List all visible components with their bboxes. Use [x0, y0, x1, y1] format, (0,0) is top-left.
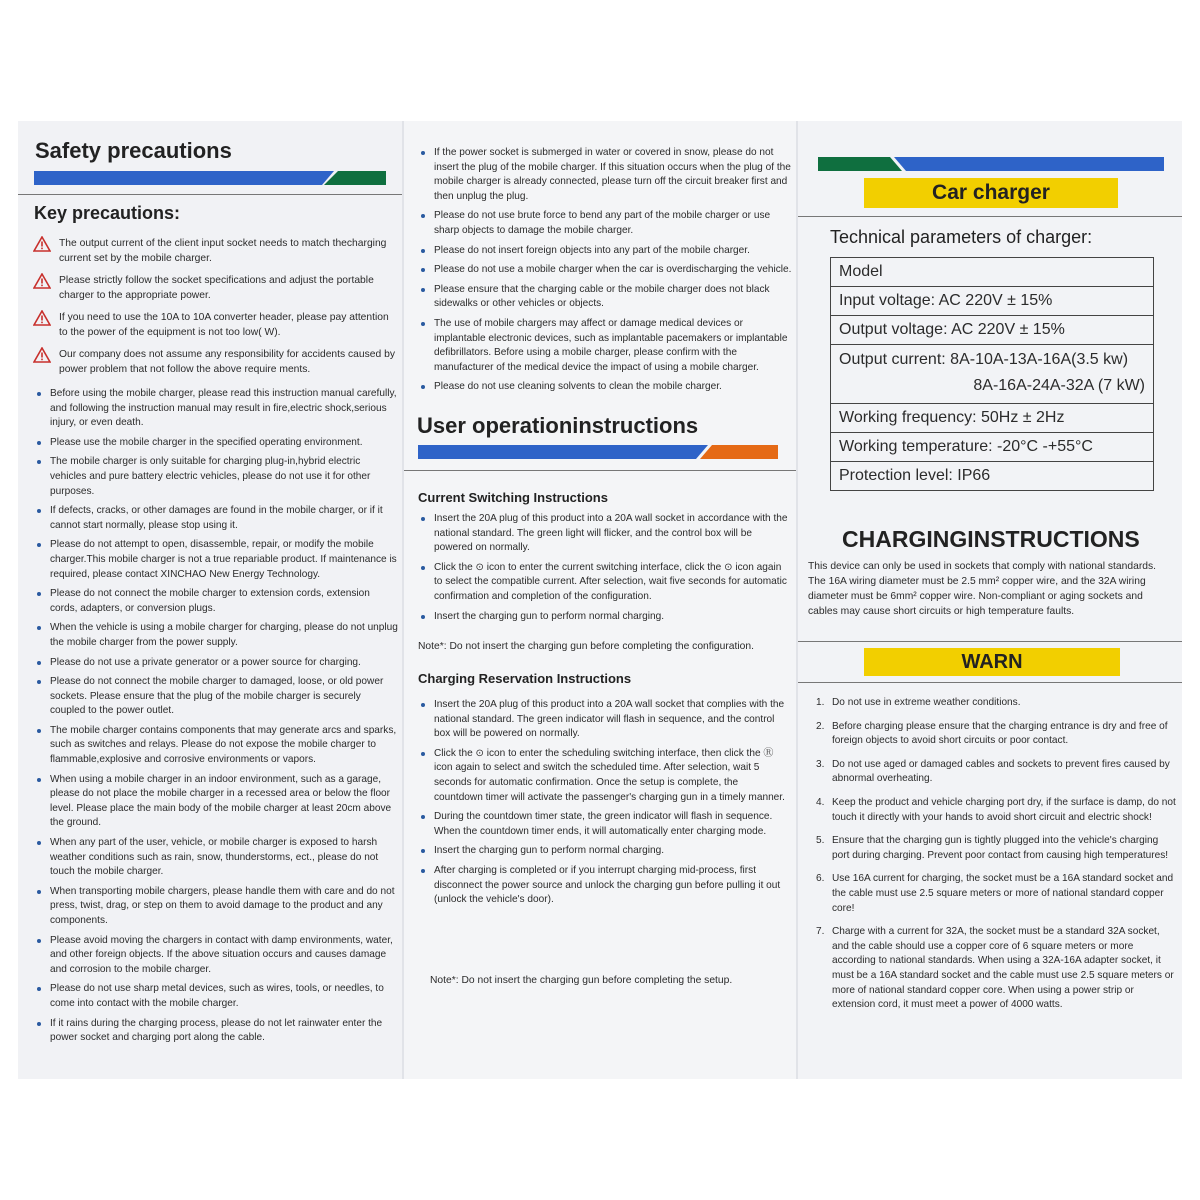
technical-parameters-title: Technical parameters of charger:: [830, 227, 1093, 247]
bullet-item: Insert the 20A plug of this product into a 20A wall socket that complies with the national standard. The green indicator will flash in sequence, and the control box will be powered on normally.: [418, 698, 788, 742]
bullet-item: Insert the charging gun to perform normal charging.: [418, 844, 788, 859]
bullet-item: If the power socket is submerged in water or covered in snow, please do not insert the plug of the mobile charger. If this situation occurs when the plug of the mobile charger is already connected, please turn off the circuit breaker first and then unplug the plug.: [418, 146, 792, 204]
bullet-item: Click the ⊙ icon to enter the scheduling switching interface, then click the Ⓡ icon again to select and switch the scheduled time. After selection, wait 5 seconds for automatic confirmation. Once the setup is complete, the countdown timer will activate the passenger's charging gun in a timely manner.: [418, 747, 788, 805]
warning-triangle-icon: [33, 310, 51, 326]
safety-bullet-list: [34, 387, 398, 1051]
param-output-current: [831, 345, 1154, 404]
current-switching-list: [418, 512, 788, 629]
bullet-item: Please do not attempt to open, disassemble, repair, or modify the mobile charger.This mobile charger is not a true repariable product. If maintenance is required, please contact XINCHAO New Energy Technology.: [34, 538, 398, 582]
key-precaution-text: Our company does not assume any responsibility for accidents caused by power problem that not follow the above require ments.: [59, 349, 395, 375]
bullet-item: Please avoid moving the chargers in contact with damp environments, water, and other foreign objects. If the above situation occurs and causes damage and corrosion to the mobile charger.: [34, 934, 398, 978]
charging-instructions-text: This device can only be used in sockets that comply with national standards. The 16A wiring diameter must be 2.5 mm² copper wire, and the 32A wiring diameter must be 6mm² copper wire. Non-compliant or aging sockets and cables may cause short circuits or high temperature faults.: [808, 561, 1156, 617]
warn-item: [808, 696, 1178, 711]
warning-triangle-icon: [33, 273, 51, 289]
divider: [798, 641, 1182, 642]
warn-item-text: Keep the product and vehicle charging port dry, if the surface is damp, do not touch it directly with your hands to avoid short circuit and electric shock!: [832, 796, 1176, 823]
technical-parameters-table: [830, 257, 1154, 491]
bullet-item: After charging is completed or if you interrupt charging mid-process, first disconnect the power source and unlock the charging gun before pulling it out (unlock the vehicle's door).: [418, 864, 788, 908]
warn-item-text: Ensure that the charging gun is tightly plugged into the vehicle's charging port during charging. Prevent poor contact from causing high temperatures!: [832, 835, 1169, 861]
param-working-temperature: Working temperature: -20°C -+55°C: [831, 433, 1154, 462]
param-model: Model: [831, 258, 1154, 287]
bullet-item: Insert the charging gun to perform normal charging.: [418, 610, 788, 625]
green-blue-band: [818, 157, 1164, 171]
safety-bullet-list-continued: [418, 146, 792, 400]
bullet-item: Please use the mobile charger in the specified operating environment.: [34, 436, 398, 451]
reservation-note: Note*: Do not insert the charging gun before completing the setup.: [430, 975, 733, 986]
warn-item-text: Do not use in extreme weather conditions.: [832, 697, 1021, 708]
divider: [798, 216, 1182, 217]
warn-item-number: 3.: [816, 758, 825, 770]
warn-item: [808, 834, 1178, 863]
divider: [404, 470, 796, 471]
warn-item-number: 2.: [816, 720, 825, 732]
bullet-item: The use of mobile chargers may affect or damage medical devices or implantable electronic devices, such as implantable pacemakers or implantable defibrillators. Before using a mobile charger, please confirm with the manufacturer of the medical device the impact of using a mobile charger.: [418, 317, 792, 375]
key-precaution-text: Please strictly follow the socket specifications and adjust the portable charger to the appropriate power.: [59, 275, 374, 301]
bullet-item: Before using the mobile charger, please read this instruction manual carefully, and following the instruction manual may result in fire,electric shock,serious injury, or even death.: [34, 387, 398, 431]
bullet-item: Please do not insert foreign objects into any part of the mobile charger.: [418, 244, 792, 259]
bullet-item: When using a mobile charger in an indoor environment, such as a garage, please do not place the mobile charger in a recessed area or below the floor level. Please place the main body of the mobile charger at least 20cm above the ground.: [34, 773, 398, 831]
warning-triangle-icon: [33, 347, 51, 363]
bullet-item: Insert the 20A plug of this product into a 20A wall socket in accordance with the national standard. The green light will flicker, and the control box will be powered on normally.: [418, 512, 788, 556]
warn-item-text: Use 16A current for charging, the socket must be a 16A standard socket and the cable must use 2.5 square meters or more of national standard copper core!: [832, 873, 1174, 914]
warn-item: [808, 925, 1178, 1013]
bullet-item: Please ensure that the charging cable or the mobile charger does not black sidewalks or other vehicles or objects.: [418, 283, 792, 312]
warn-title: WARN: [864, 648, 1120, 676]
bullet-item: Click the ⊙ icon to enter the current switching interface, click the ⊙ icon again to select the compatible current. After selection, wait five seconds for automatic confirmation and completion of the configuration.: [418, 561, 788, 605]
charging-instructions-title: CHARGINGINSTRUCTIONS: [842, 526, 1140, 552]
param-output-current-line1: Output current: 8A-10A-13A-16A(3.5 kw): [839, 351, 1129, 368]
instruction-leaflet: [18, 121, 1182, 1079]
warn-item-text: Do not use aged or damaged cables and sockets to prevent fires caused by abnormal overheating.: [832, 758, 1170, 785]
warn-item-number: 1.: [816, 697, 825, 708]
key-precaution-item: [33, 310, 399, 340]
param-input-voltage: Input voltage: AC 220V ± 15%: [831, 287, 1154, 316]
warn-item-number: 4.: [816, 796, 825, 808]
bullet-item: Please do not use brute force to bend any part of the mobile charger or use sharp objects to damage the mobile charger.: [418, 209, 792, 238]
key-precaution-item: [33, 273, 399, 303]
bullet-item: When any part of the user, vehicle, or mobile charger is exposed to harsh weather conditions such as rain, snow, thunderstorms, ect., please do not touch the mobile charger.: [34, 836, 398, 880]
bullet-item: Please do not use a mobile charger when the car is overdischarging the vehicle.: [418, 263, 792, 278]
bullet-item: When transporting mobile chargers, please handle them with care and do not press, twist, drag, or step on them to avoid damage to the product and any components.: [34, 885, 398, 929]
panel-user-operation: [404, 121, 796, 1079]
param-protection-level: Protection level: IP66: [831, 462, 1154, 491]
bullet-item: Please do not use cleaning solvents to clean the mobile charger.: [418, 380, 792, 395]
bullet-item: Please do not connect the mobile charger to extension cords, extension cords, adapters, or conversion plugs.: [34, 587, 398, 616]
bullet-item: When the vehicle is using a mobile charger for charging, please do not unplug the mobile charger from the power supply.: [34, 621, 398, 650]
divider: [18, 194, 402, 195]
key-precaution-text: If you need to use the 10A to 10A converter header, please pay attention to the power of the equipment is not too low( W).: [59, 312, 389, 338]
warn-item: [808, 758, 1178, 787]
key-precautions-title: Key precautions:: [34, 203, 181, 223]
bullet-item: Please do not use sharp metal devices, such as wires, tools, or needles, to come into contact with the mobile charger.: [34, 982, 398, 1011]
panel-car-charger: [798, 121, 1182, 1079]
warn-item-text: Before charging please ensure that the charging entrance is dry and free of foreign objects to avoid short circuits or poor contact.: [832, 720, 1168, 747]
blue-green-band: [34, 171, 386, 185]
param-output-current-line2: 8A-16A-24A-32A (7 kW): [973, 377, 1145, 394]
warn-list: [808, 696, 1178, 1022]
bullet-item: During the countdown timer state, the green indicator will flash in sequence. When the countdown timer ends, it will automatically enter charging mode.: [418, 810, 788, 839]
current-switching-title: Current Switching Instructions: [418, 490, 608, 505]
warn-item-number: 7.: [816, 926, 825, 938]
user-operation-title: User operationinstructions: [417, 413, 699, 438]
param-output-voltage: Output voltage: AC 220V ± 15%: [831, 316, 1154, 345]
bullet-item: If defects, cracks, or other damages are found in the mobile charger, or if it cannot start normally, please stop using it.: [34, 504, 398, 533]
car-charger-title: Car charger: [864, 178, 1118, 208]
bullet-item: If it rains during the charging process, please do not let rainwater enter the power socket and charging port along the cable.: [34, 1017, 398, 1046]
key-precaution-text: The output current of the client input socket needs to match thecharging current set by the mobile charger.: [59, 238, 387, 264]
charging-reservation-list: [418, 698, 788, 913]
bullet-item: Please do not connect the mobile charger to damaged, loose, or old power sockets. Please ensure that the plug of the mobile charger is securely coupled to the power outlet.: [34, 675, 398, 719]
param-working-frequency: Working frequency: 50Hz ± 2Hz: [831, 404, 1154, 433]
charging-reservation-title: Charging Reservation Instructions: [418, 671, 632, 686]
bullet-item: Please do not use a private generator or a power source for charging.: [34, 656, 398, 671]
warn-item-number: 6.: [816, 873, 825, 885]
warn-item: [808, 872, 1178, 916]
divider: [798, 682, 1182, 683]
warn-item-text: Charge with a current for 32A, the socket must be a standard 32A socket, and the cable should use a copper core of 6 square meters or more according to national standards. When using a 32A-16A adapter socket, it must be a 16A standard socket and the cable must use 2.5 square meters or more of national standard copper core. When using a power strip or extension cord, it must meet a power of 4000 watts.: [832, 926, 1174, 1011]
safety-title: Safety precautions: [35, 138, 232, 163]
key-precaution-item: [33, 347, 399, 377]
bullet-item: The mobile charger is only suitable for charging plug-in,hybrid electric vehicles and pure battery electric vehicles, please do not use it for other purposes.: [34, 455, 398, 499]
warn-item: [808, 796, 1178, 825]
warn-item: [808, 720, 1178, 749]
warning-triangle-icon: [33, 236, 51, 252]
switching-note: Note*: Do not insert the charging gun before completing the configuration.: [418, 641, 755, 652]
blue-orange-band: [418, 445, 778, 459]
bullet-item: The mobile charger contains components that may generate arcs and sparks, such as switches and relays. Please do not expose the mobile charger to flammable,explosive and corrosive environments or vapors.: [34, 724, 398, 768]
panel-safety-precautions: [18, 121, 402, 1079]
warn-item-number: 5.: [816, 835, 825, 847]
key-precaution-item: [33, 236, 399, 266]
